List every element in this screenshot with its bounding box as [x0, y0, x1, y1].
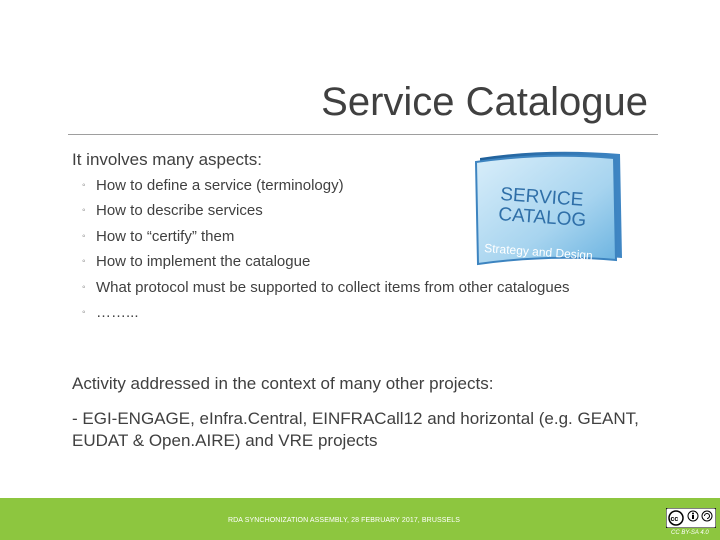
list-item-text: How to define a service (terminology)	[96, 177, 344, 194]
cc-license-icon	[666, 508, 716, 528]
list-item-text: How to “certify” them	[96, 227, 235, 245]
list-item-text: ……...	[96, 303, 139, 321]
bullet-marker: ◦	[82, 230, 86, 242]
list-item-text: How to describe services	[96, 202, 263, 220]
bullet-marker: ◦	[82, 256, 86, 268]
activity-text: Activity addressed in the context of many other projects:	[72, 374, 494, 393]
list-item	[82, 303, 570, 328]
bullet-marker: ◦	[82, 205, 86, 217]
bullet-marker: ◦	[82, 180, 86, 191]
catalog-line-strategy: Strategy and Design	[483, 241, 594, 263]
title-divider	[68, 134, 658, 135]
bullet-marker: ◦	[82, 281, 86, 293]
bullet-marker: ◦	[82, 306, 86, 318]
svg-text:cc: cc	[670, 516, 679, 523]
list-item	[82, 278, 570, 303]
license-text: CC BY-SA 4.0	[671, 530, 709, 536]
catalog-line-catalog: CATALOG	[497, 204, 587, 232]
projects-text: - EGI-ENGAGE, eInfra.Central, EINFRACall12 and horizontal (e.g. GEANT, EUDAT & Open.AIRE) and VRE projects	[72, 409, 639, 450]
footer-text: RDA SYNCHONIZATION ASSEMBLY, 28 FEBRUARY 2017, BRUSSELS	[228, 517, 461, 524]
catalog-line-service: SERVICE	[499, 184, 584, 211]
list-item-text: How to implement the catalogue	[96, 253, 311, 271]
list-item-text: What protocol must be supported to collect items from other catalogues	[96, 278, 570, 296]
slide-title: Service Catalogue	[321, 80, 648, 124]
intro-text: It involves many aspects:	[72, 150, 262, 169]
service-catalog-book-image	[474, 148, 624, 266]
